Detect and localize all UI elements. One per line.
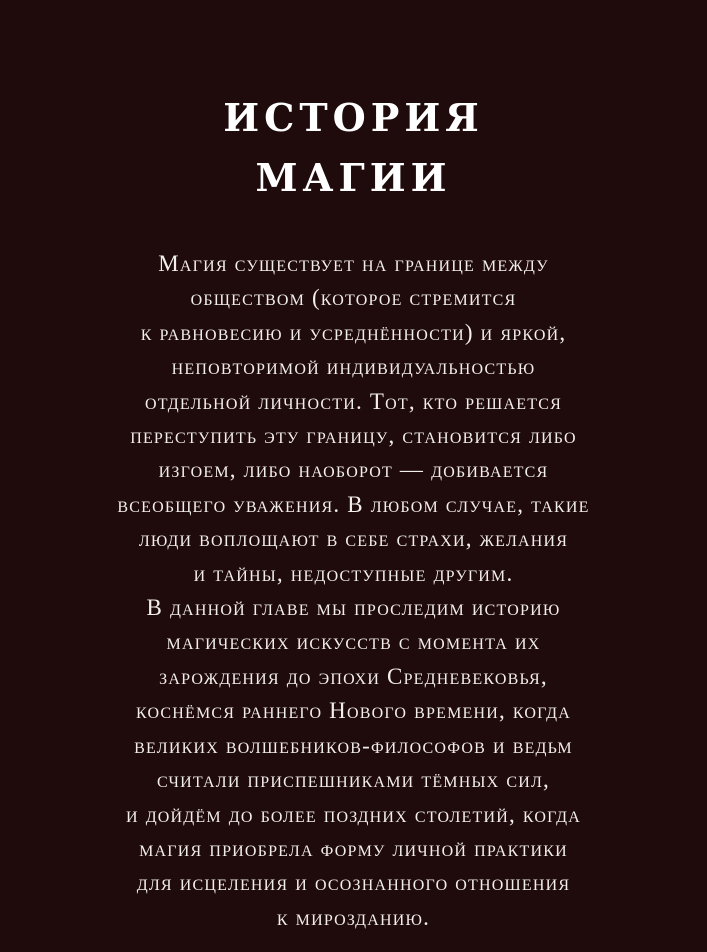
text-line: обществом (которое стремится [190,285,517,311]
text-line: к мирозданию. [276,904,431,930]
text-line: и тайны, недоступные другим. [193,560,514,586]
text-line: к равновесию и усреднённости) и яркой, [140,319,567,345]
text-line: коснёмся раннего Нового времени, когда [135,698,572,724]
text-line: считали приспешниками тёмных сил, [157,767,550,793]
text-line: магия приобрела форму личной практики [139,835,568,861]
text-line: Магия существует на границе между [158,251,549,276]
text-line: неповторимой индивидуальностью [171,354,536,380]
text-line: всеобщего уважения. В любом случае, такие [117,491,590,517]
chapter-title-line-1: ИСТОРИЯ [223,95,484,140]
text-line: великих волшебников-философов и ведьм [134,732,573,758]
text-line: зарождения до эпохи Средневековья, [159,663,548,689]
text-line: люди воплощают в себе страхи, желания [138,526,569,552]
text-line: магических искусств с момента их [166,629,541,655]
text-line: изгоем, либо наоборот — добивается [158,457,549,483]
text-line: В данной главе мы проследим историю [146,595,561,621]
text-line: для исцеления и осознанного отношения [136,870,571,896]
text-line: переступить эту границу, становится либо [130,423,577,449]
chapter-intro-text [40,247,667,935]
chapter-title-line-2: МАГИИ [255,155,452,200]
text-line: и дойдём до более поздних столетий, когда [125,801,581,827]
chapter-title [0,88,707,208]
text-line: отдельной личности. Тот, кто решается [145,388,562,414]
